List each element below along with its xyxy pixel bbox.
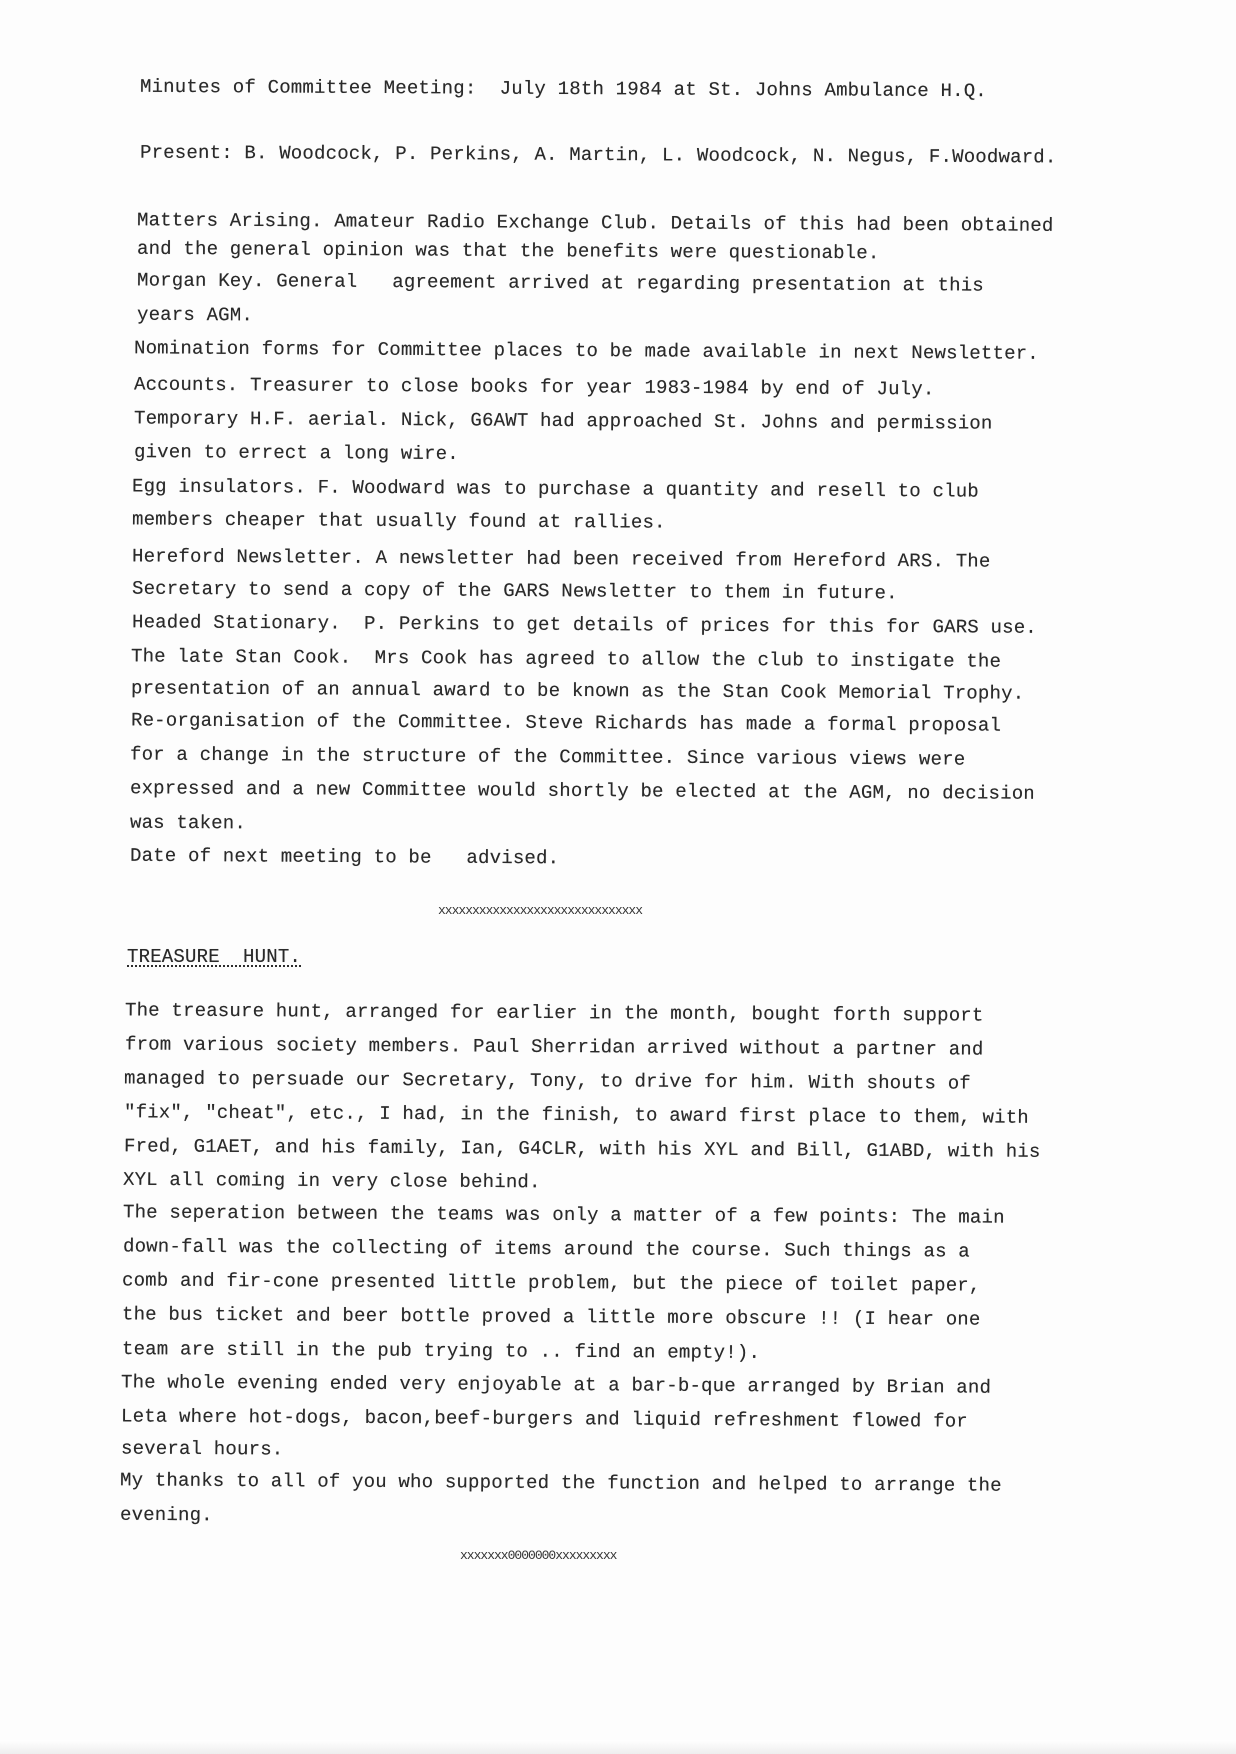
treasure-hunt-line: evening.: [119, 1503, 213, 1527]
minutes-line: Egg insulators. F. Woodward was to purchase a quantity and resell to club: [131, 475, 979, 503]
treasure-hunt-line: XYL all coming in very close behind.: [122, 1168, 541, 1194]
minutes-line: and the general opinion was that the benefits were questionable.: [136, 237, 880, 265]
minutes-line: Morgan Key. General agreement arrived at regarding presentation at this: [136, 269, 984, 297]
treasure-hunt-line: the bus ticket and beer bottle proved a little more obscure !! (I hear one: [121, 1303, 981, 1331]
treasure-hunt-line: from various society members. Paul Sherridan arrived without a partner and: [124, 1033, 984, 1061]
minutes-line: members cheaper that usually found at rallies.: [131, 508, 666, 534]
treasure-hunt-line: The treasure hunt, arranged for earlier in the month, bought forth support: [124, 999, 984, 1027]
treasure-hunt-line: The whole evening ended very enjoyable at a bar-b-que arranged by Brian and: [120, 1371, 992, 1399]
minutes-line: Accounts. Treasurer to close books for year 1983-1984 by end of July.: [133, 373, 935, 401]
treasure-hunt-line: team are still in the pub trying to .. find an empty!).: [121, 1338, 761, 1364]
minutes-line: presentation of an annual award to be known as the Stan Cook Memorial Trophy.: [130, 677, 1025, 705]
minutes-line: expressed and a new Committee would shortly be elected at the AGM, no decision: [129, 777, 1036, 805]
treasure-hunt-line: managed to persuade our Secretary, Tony, to drive for him. With shouts of: [123, 1067, 971, 1095]
page-edge: [0, 1740, 1236, 1754]
minutes-line: The late Stan Cook. Mrs Cook has agreed to allow the club to instigate the: [130, 645, 1002, 673]
treasure-hunt-line: The seperation between the teams was only a matter of a few points: The main: [122, 1201, 1005, 1229]
minutes-line: was taken.: [129, 811, 247, 835]
treasure-hunt-line: My thanks to all of you who supported the function and helped to arrange the: [119, 1469, 1002, 1497]
treasure-hunt-line: down-fall was the collecting of items around the course. Such things as a: [122, 1235, 970, 1263]
minutes-line: Secretary to send a copy of the GARS Newsletter to them in future.: [131, 577, 898, 605]
treasure-hunt-line: comb and fir-cone presented little problem, but the piece of toilet paper,: [121, 1269, 981, 1297]
minutes-line: for a change in the structure of the Committee. Since various views were: [129, 743, 966, 771]
minutes-line: given to errect a long wire.: [133, 441, 459, 465]
separator: xxxxxxxxxxxxxxxxxxxxxxxxxxxxxx: [438, 903, 643, 918]
treasure-hunt-line: several hours.: [120, 1437, 284, 1461]
minutes-line: Hereford Newsletter. A newsletter had been received from Hereford ARS. The: [131, 545, 991, 573]
treasure-hunt-line: Leta where hot-dogs, bacon,beef-burgers and liquid refreshment flowed for: [120, 1405, 968, 1433]
minutes-line: Matters Arising. Amateur Radio Exchange Club. Details of this had been obtained: [136, 209, 1054, 237]
treasure-hunt-line: "fix", "cheat", etc., I had, in the finish, to award first place to them, with: [123, 1101, 1030, 1129]
treasure-hunt-line: Fred, G1AET, and his family, Ian, G4CLR, with his XYL and Bill, G1ABD, with his: [123, 1135, 1041, 1163]
minutes-line: Headed Stationary. P. Perkins to get details of prices for this for GARS use.: [131, 611, 1038, 639]
minutes-line: Temporary H.F. aerial. Nick, G6AWT had approached St. Johns and permission: [133, 407, 993, 435]
treasure-hunt-heading: TREASURE HUNT.: [127, 946, 302, 968]
minutes-line: Date of next meeting to be advised.: [129, 844, 560, 870]
present-list: Present: B. Woodcock, P. Perkins, A. Martin, L. Woodcock, N. Negus, F.Woodward.: [139, 141, 1057, 169]
separator: xxxxxxx0000000xxxxxxxxx: [460, 1548, 617, 1563]
minutes-line: Re-organisation of the Committee. Steve Richards has made a formal proposal: [130, 709, 1002, 737]
minutes-line: Nomination forms for Committee places to be made available in next Newsletter.: [133, 337, 1040, 365]
minutes-title: Minutes of Committee Meeting: July 18th 1984 at St. Johns Ambulance H.Q.: [139, 75, 987, 103]
minutes-line: years AGM.: [136, 303, 254, 327]
